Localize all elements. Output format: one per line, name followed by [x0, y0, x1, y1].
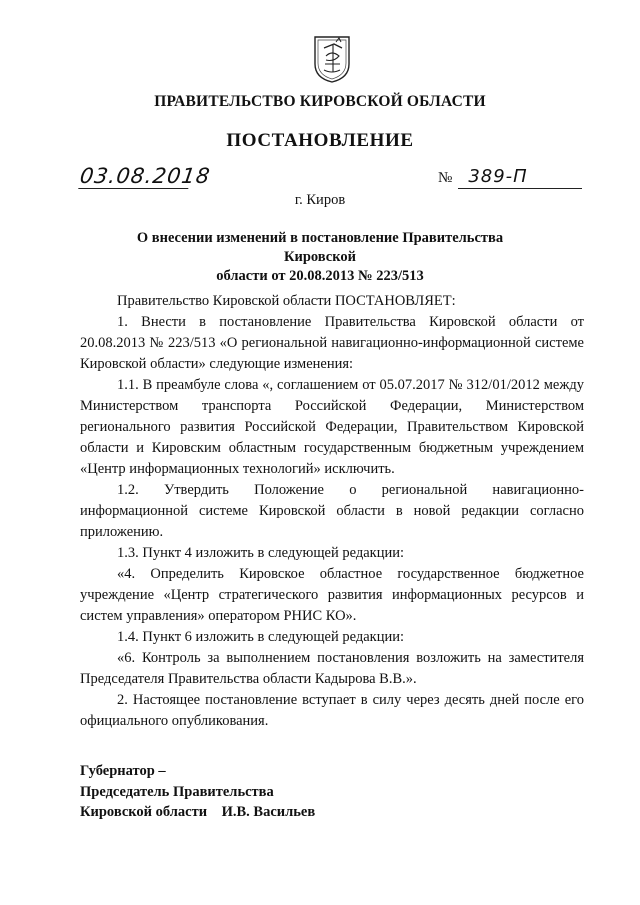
body-paragraph: 1. Внести в постановление Правительства Кировской области от 20.08.2013 № 223/513 «О региональной навигационно-информационной системе Кировской области» следующие изменения:	[80, 314, 584, 372]
body-paragraph: 1.2. Утвердить Положение о региональной навигационно-информационной системе Кировской области в новой редакции согласно приложению.	[80, 482, 584, 540]
signature-line: Кировской области И.В. Васильев	[80, 804, 316, 820]
body-paragraph: «6. Контроль за выполнением постановления возложить на заместителя Председателя Правительства области Кадырова В.В.».	[80, 650, 584, 687]
city-label: г. Киров	[294, 192, 346, 208]
body-paragraph: 1.4. Пункт 6 изложить в следующей редакции:	[117, 629, 405, 645]
government-title: ПРАВИТЕЛЬСТВО КИРОВСКОЙ ОБЛАСТИ	[154, 93, 486, 110]
body-paragraph: 1.1. В преамбуле слова «, соглашением от 05.07.2017 № 312/01/2012 между Министерством транспорта Российской Федерации, Министерством регионального развития Российской Федерации, Правительством Кировской области и Кировским областным государственным бюджетным учреждением «Центр информационных технологий» исключить.	[80, 377, 584, 477]
document-date: 03.08.2018	[78, 164, 213, 188]
document-number: 389-П	[458, 166, 582, 189]
signature-line: Председатель Правительства	[80, 783, 274, 800]
document-number-block	[438, 166, 582, 189]
signature-line: Губернатор –	[80, 763, 166, 779]
document-body	[80, 291, 584, 732]
subject-line: области от 20.08.2013 № 223/513	[216, 268, 424, 284]
number-sign: №	[438, 170, 453, 186]
kirov-region-coat-of-arms-icon	[312, 34, 352, 84]
subject-line: О внесении изменений в постановление Правительства Кировской	[136, 230, 504, 265]
body-paragraph: Правительство Кировской области ПОСТАНОВЛЯЕТ:	[117, 293, 456, 309]
signature-block	[80, 761, 315, 823]
body-paragraph: 2. Настоящее постановление вступает в силу через десять дней после его официального опубликования.	[80, 692, 584, 729]
document-subject	[100, 229, 540, 286]
body-paragraph: «4. Определить Кировское областное государственное бюджетное учреждение «Центр стратегического развития информационных ресурсов и систем управления» оператором РНИС КО».	[80, 566, 584, 624]
body-paragraph: 1.3. Пункт 4 изложить в следующей редакции:	[117, 545, 405, 561]
document-type: ПОСТАНОВЛЕНИЕ	[226, 130, 414, 151]
